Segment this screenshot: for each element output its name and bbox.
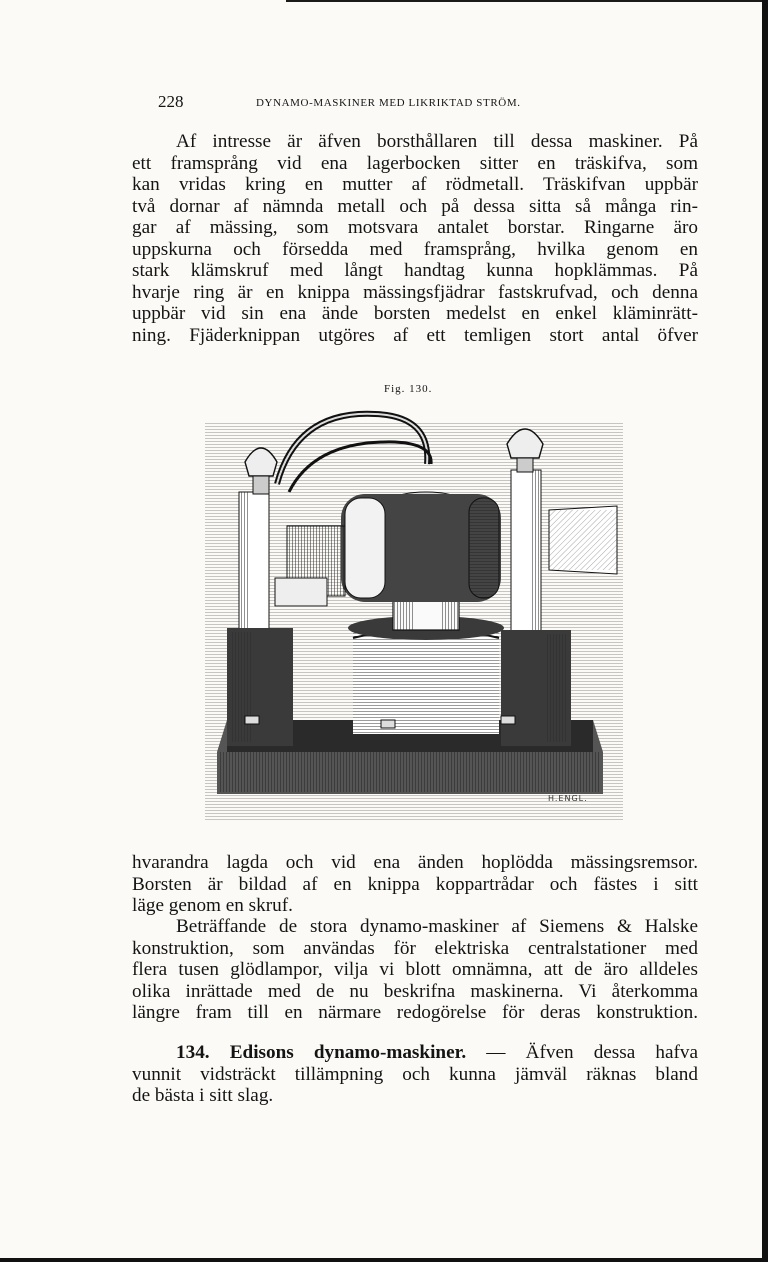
text-line: uppskurna och försedda med framsprång, hvilka genom en: [132, 238, 698, 260]
text-line: läge genom en skruf.: [132, 895, 293, 916]
text-line: uppbär vid sin ena ände borsten medelst en enkel kläminrätt-: [132, 303, 698, 324]
text-line: ning. Fjäderknippan utgöres af ett temligen stort antal öfver: [132, 324, 698, 346]
paragraph-brush: [132, 852, 698, 917]
running-title: DYNAMO-MASKINER MED LIKRIKTAD STRÖM.: [256, 97, 521, 109]
text-line: olika inrättade med de nu beskrifna maskinerna. Vi återkomma: [132, 980, 698, 1002]
page-number: 228: [158, 92, 184, 111]
text-line: flera tusen glödlampor, vilja vi blott omnämna, att de äro alldeles: [132, 959, 698, 980]
text-line: hvarje ring är en knippa mässingsfjädrar fastskrufvad, och denna: [132, 281, 698, 303]
text-line: hvarandra lagda och vid ena änden hoplödda mässingsremsor.: [132, 852, 698, 873]
text-line: två dornar af nämnda metall och på dessa sitta så många rin-: [132, 195, 698, 217]
paragraph-siemens: [132, 916, 698, 1024]
text-line: Beträffande de stora dynamo-maskiner af Siemens & Halske: [176, 916, 698, 937]
figure-caption: Fig. 130.: [384, 383, 433, 395]
section-title: Edisons dynamo-maskiner.: [229, 1042, 467, 1063]
text-line: Af intresse är äfven borsthållaren till dessa maskiner. På: [176, 131, 698, 152]
section-134: [132, 1042, 698, 1107]
text-line: Borsten är bildad af en knippa koppartrådar och fästes i sitt: [132, 873, 698, 895]
bottom-border-line: [0, 1258, 768, 1262]
text-line: gar af mässing, som motsvara antalet borstar. Ringarne äro: [132, 217, 698, 238]
text-line: kan vridas kring en mutter af rödmetall. Träskifvan uppbär: [132, 174, 698, 195]
page-header: [158, 92, 598, 118]
section-heading-rest: — Äfven dessa hafva: [486, 1042, 698, 1063]
text-line: vunnit vidsträckt tillämpning och kunna jämväl räknas bland: [132, 1063, 698, 1085]
section-heading-line: [132, 1042, 698, 1064]
text-line: stark klämskruf med långt handtag kunna hopklämmas. På: [132, 260, 698, 281]
dynamo-engraving: [205, 402, 623, 824]
paragraph-brush-holder: [132, 131, 698, 346]
engraver-signature: H.ENGL.: [548, 794, 588, 803]
right-border-line: [762, 0, 768, 1262]
section-number: 134.: [176, 1042, 210, 1063]
text-line: konstruktion, som användas för elektriska centralstationer med: [132, 937, 698, 959]
text-line: ett framsprång vid ena lagerbocken sitter en träskifva, som: [132, 152, 698, 174]
text-line: de bästa i sitt slag.: [132, 1085, 274, 1106]
top-border-line: [286, 0, 768, 2]
text-line: längre fram till en närmare redogörelse för deras konstruktion.: [132, 1002, 698, 1023]
